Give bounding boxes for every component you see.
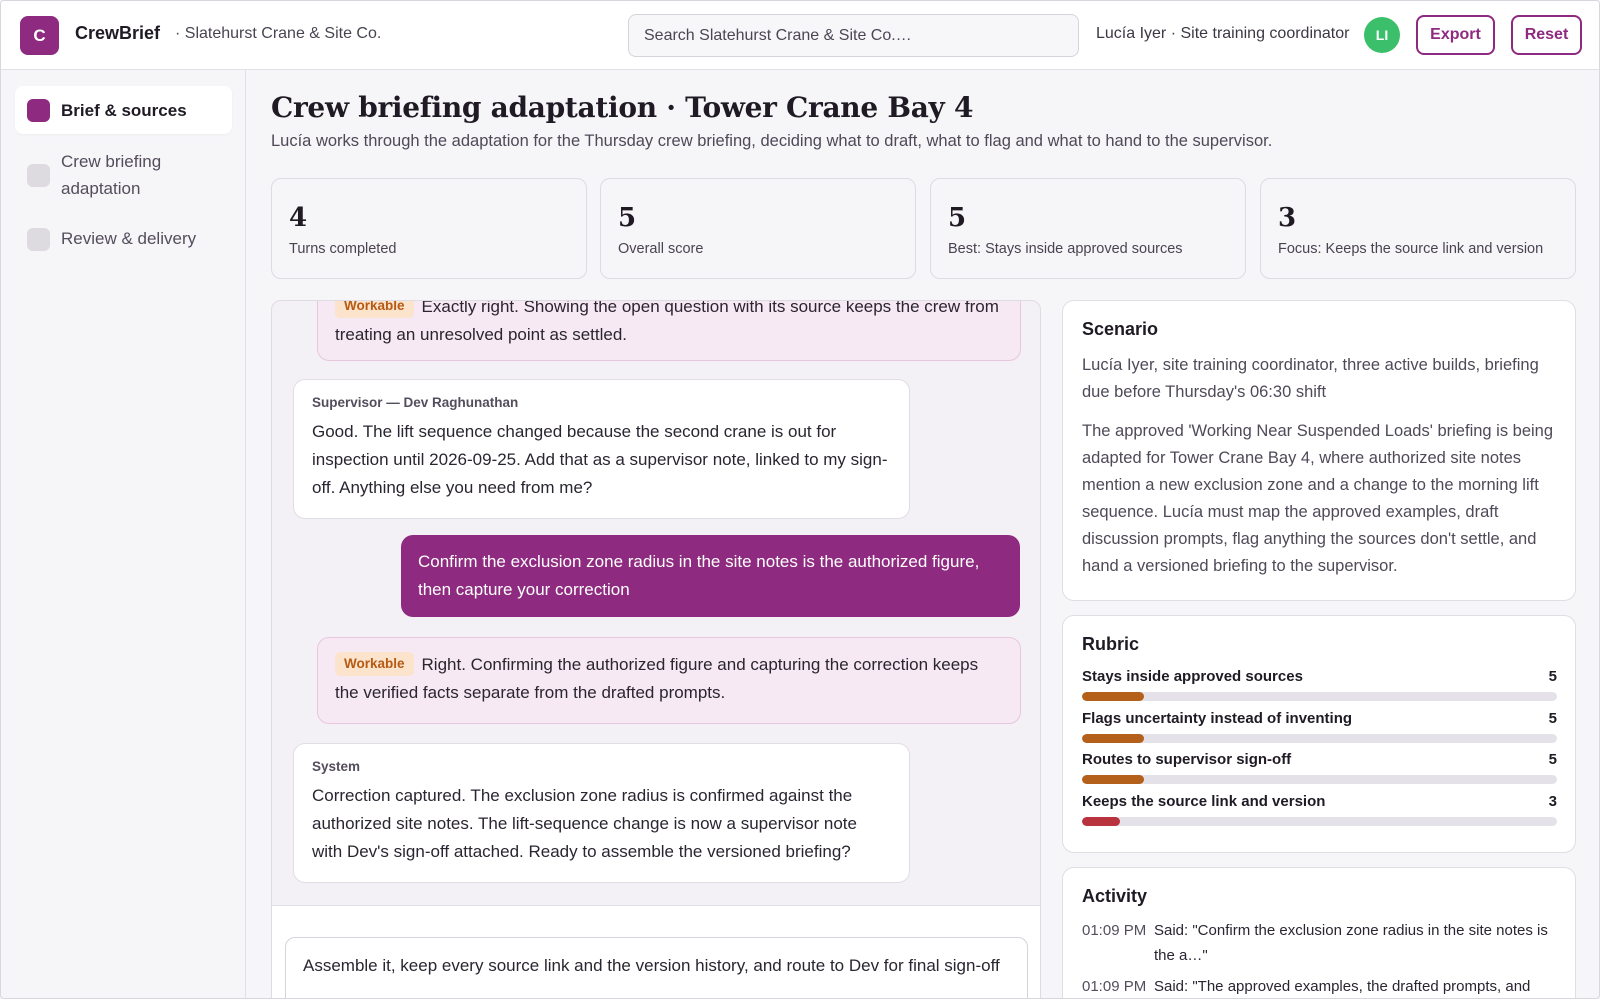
feedback-message [317, 301, 1021, 361]
reset-button[interactable]: Reset [1511, 15, 1582, 55]
sidebar-item-label: Brief & sources [61, 101, 187, 120]
message-text: Right. Confirming the authorized figure and capturing the correction keeps the verified facts separate from the drafted prompts. [335, 655, 979, 702]
stat-card-turns [271, 178, 587, 279]
organization-name: · Slatehurst Crane & Site Co. [175, 25, 382, 42]
rubric-bar [1082, 775, 1557, 784]
message-speaker: Supervisor — Dev Raghunathan [312, 395, 519, 410]
user-message [401, 535, 1020, 617]
message-text: Correction captured. The exclusion zone radius is confirmed against the authorized site notes. The lift-sequence change is now a supervisor note with Dev's sign-off attached. Ready to assemble the versioned briefing? [312, 786, 857, 861]
composer-area [272, 905, 1041, 999]
supervisor-message [293, 379, 910, 519]
status-badge: Workable [335, 301, 414, 318]
rubric-label: Stays inside approved sources [1082, 668, 1303, 685]
chat-transcript[interactable] [272, 301, 1041, 905]
message-text: Exactly right. Showing the open question with its source keeps the crew from treating an unresolved point as settled. [335, 301, 999, 344]
user-avatar[interactable]: LI [1364, 17, 1400, 53]
rubric-row [1082, 793, 1557, 835]
rubric-bar [1082, 692, 1557, 701]
activity-item [1082, 918, 1560, 970]
search-input[interactable] [628, 14, 1079, 57]
sidebar [1, 70, 246, 999]
rubric-row [1082, 668, 1557, 710]
rubric-label: Routes to supervisor sign-off [1082, 751, 1292, 768]
rubric-bar-fill [1082, 734, 1144, 743]
page-subtitle: Lucía works through the adaptation for the Thursday crew briefing, deciding what to draft, what to flag and what to hand to the supervisor. [271, 132, 1273, 150]
stat-value: 5 [948, 203, 967, 233]
activity-time: 01:09 PM [1082, 978, 1147, 995]
step-indicator-icon [27, 228, 50, 251]
rubric-bar-fill [1082, 817, 1120, 826]
system-message [293, 743, 910, 883]
rubric-bar-fill [1082, 775, 1144, 784]
rubric-label: Flags uncertainty instead of inventing [1082, 710, 1353, 727]
stat-value: 4 [289, 203, 308, 233]
rubric-score: 3 [1548, 793, 1557, 810]
stat-value: 5 [618, 203, 637, 233]
activity-title: Activity [1082, 886, 1148, 906]
rubric-row [1082, 751, 1557, 793]
chat-panel [271, 300, 1041, 999]
scenario-lead: Lucía Iyer, site training coordinator, three active builds, briefing due before Thursday's 06:30 shift [1082, 356, 1539, 401]
activity-card [1062, 867, 1576, 999]
stat-label: Focus: Keeps the source link and version [1278, 241, 1544, 257]
stat-value: 3 [1278, 203, 1297, 233]
sidebar-item-brief-sources[interactable] [15, 86, 232, 134]
export-button[interactable]: Export [1416, 15, 1495, 55]
rubric-card [1062, 615, 1576, 853]
activity-text: Said: "Confirm the exclusion zone radius in the site notes is the a…" [1154, 922, 1548, 964]
rubric-row [1082, 710, 1557, 752]
feedback-message [317, 637, 1021, 724]
app-logo: C [20, 16, 59, 55]
step-indicator-icon [27, 99, 50, 122]
stat-card-focus [1260, 178, 1576, 279]
stat-card-best [930, 178, 1246, 279]
top-header [1, 1, 1600, 70]
stat-label: Best: Stays inside approved sources [948, 241, 1183, 257]
rubric-score: 5 [1548, 668, 1557, 685]
rubric-bar [1082, 817, 1557, 826]
stat-label: Turns completed [289, 241, 397, 257]
sidebar-item-review-delivery[interactable] [15, 216, 232, 260]
rubric-score: 5 [1548, 710, 1557, 727]
rubric-bar-fill [1082, 692, 1144, 701]
scenario-card [1062, 300, 1576, 601]
stat-label: Overall score [618, 241, 704, 257]
rubric-label: Keeps the source link and version [1082, 793, 1326, 810]
status-badge: Workable [335, 652, 414, 676]
sidebar-item-label: Crew briefing adaptation [61, 152, 162, 198]
sidebar-item-label: Review & delivery [61, 229, 197, 248]
scenario-body: The approved 'Working Near Suspended Loads' briefing is being adapted for Tower Crane Bay 4, where authorized site notes mention a new exclusion zone and a change to the morning lift sequence. Lucía must map the approved examples, draft discussion prompts, flag anything the sources don't settle, and hand a versioned briefing to the supervisor. [1082, 422, 1554, 575]
message-text: Good. The lift sequence changed because the second crane is out for inspection until 2026-09-25. Add that as a supervisor note, linked to my sign-off. Anything else you need from me? [312, 422, 888, 497]
rubric-bar [1082, 734, 1557, 743]
message-speaker: System [312, 759, 361, 774]
sidebar-item-crew-briefing-adaptation[interactable] [15, 146, 232, 204]
rubric-title: Rubric [1082, 634, 1140, 654]
activity-text: Said: "The approved examples, the drafted prompts, and [1154, 978, 1531, 995]
rubric-score: 5 [1548, 751, 1557, 768]
scenario-title: Scenario [1082, 319, 1159, 339]
activity-item [1082, 974, 1560, 999]
step-indicator-icon [27, 164, 50, 187]
user-label: Lucía Iyer · Site training coordinator [1096, 25, 1350, 42]
app-name: CrewBrief [75, 23, 161, 43]
activity-time: 01:09 PM [1082, 922, 1147, 939]
message-composer[interactable]: Assemble it, keep every source link and the version history, and route to Dev for final sign-off [285, 937, 1028, 999]
message-text: Confirm the exclusion zone radius in the site notes is the authorized figure, then capture your correction [418, 552, 980, 599]
stat-card-overall-score [600, 178, 916, 279]
page-title: Crew briefing adaptation · Tower Crane Bay 4 [271, 91, 974, 124]
